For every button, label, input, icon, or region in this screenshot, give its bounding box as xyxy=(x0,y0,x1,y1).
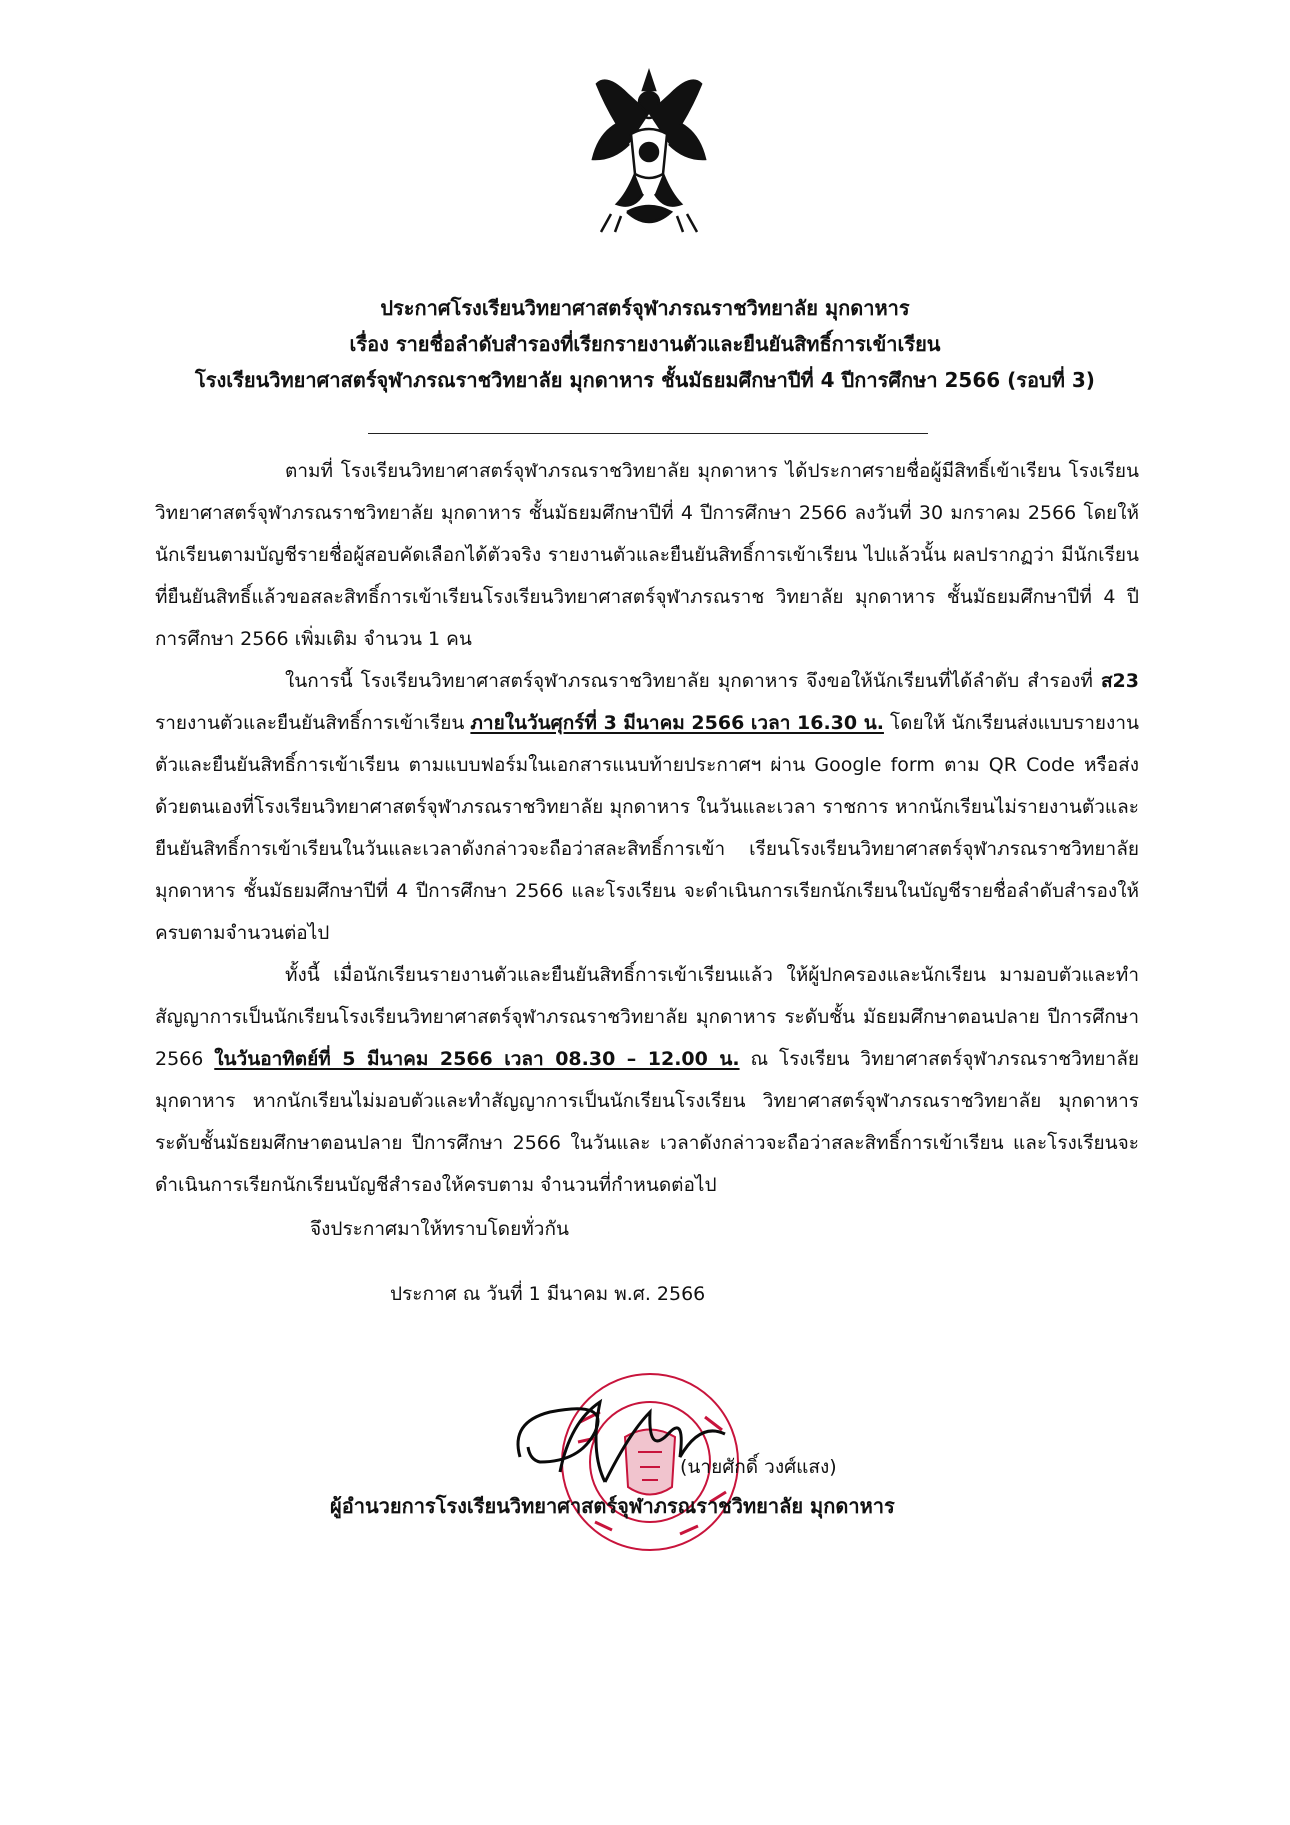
heading-line-2: เรื่อง รายชื่อลำดับสำรองที่เรียกรายงานตัวและยืนยันสิทธิ์การเข้าเรียน xyxy=(349,332,941,356)
paragraph-2-part-2: รายงานตัวและยืนยันสิทธิ์การเข้าเรียน xyxy=(155,712,471,734)
reserve-rank: ส23 xyxy=(1100,670,1139,692)
paragraph-3-part-1: ทั้งนี้ เมื่อนักเรียนรายงานตัวและยืนยันสิทธิ์การเข้าเรียนแล้ว ให้ผู้ปกครองและนักเรียน มามอบตัวและทำสัญญาการเป็นนักเรียนโรงเรียนวิทยาศาสตร์จุฬาภรณราชวิทยาลัย มุกดาหาร ระดับชั้น มัธยมศึกษาตอนปลาย ปีการศึกษา 2566 xyxy=(155,964,1139,1070)
report-deadline: ภายในวันศุกร์ที่ 3 มีนาคม 2566 เวลา 16.30 น. xyxy=(470,712,884,734)
announcement-date: ประกาศ ณ วันที่ 1 มีนาคม พ.ศ. 2566 xyxy=(390,1283,706,1305)
heading-line-1: ประกาศโรงเรียนวิทยาศาสตร์จุฬาภรณราชวิทยาลัย มุกดาหาร xyxy=(380,296,910,320)
garuda-emblem-icon xyxy=(587,64,711,234)
paragraph-2-part-1: ในการนี้ โรงเรียนวิทยาศาสตร์จุฬาภรณราชวิทยาลัย มุกดาหาร จึงขอให้นักเรียนที่ได้ลำดับ สำรองที่ xyxy=(285,670,1101,692)
announcement-body xyxy=(155,450,1139,1206)
closing-line: จึงประกาศมาให้ทราบโดยทั่วกัน xyxy=(310,1218,569,1240)
signer-name: (นายศักดิ์ วงศ์แสง) xyxy=(680,1456,837,1478)
paragraph-1: ตามที่ โรงเรียนวิทยาศาสตร์จุฬาภรณราชวิทยาลัย มุกดาหาร ได้ประกาศรายชื่อผู้มีสิทธิ์เข้าเรียน โรงเรียนวิทยาศาสตร์จุฬาภรณราชวิทยาลัย มุกดาหาร ชั้นมัธยมศึกษาปีที่ 4 ปีการศึกษา 2566 ลงวันที่ 30 มกราคม 2566 โดยให้นักเรียนตามบัญชีรายชื่อผู้สอบคัดเลือกได้ตัวจริง รายงานตัวและยืนยันสิทธิ์การเข้าเรียน ไปแล้วนั้น ผลปรากฏว่า มีนักเรียนที่ยืนยันสิทธิ์แล้วขอสละสิทธิ์การเข้าเรียนโรงเรียนวิทยาศาสตร์จุฬาภรณราช วิทยาลัย มุกดาหาร ชั้นมัธยมศึกษาปีที่ 4 ปีการศึกษา 2566 เพิ่มเติม จำนวน 1 คน xyxy=(155,460,1139,650)
enrollment-date: ในวันอาทิตย์ที่ 5 มีนาคม 2566 เวลา 08.30 – 12.00 น. xyxy=(214,1048,740,1070)
heading-line-3: โรงเรียนวิทยาศาสตร์จุฬาภรณราชวิทยาลัย มุกดาหาร ชั้นมัธยมศึกษาปีที่ 4 ปีการศึกษา 2566 (รอบที่ 3) xyxy=(195,368,1095,392)
announcement-heading xyxy=(0,290,1290,398)
heading-divider xyxy=(368,433,928,434)
paragraph-2 xyxy=(155,660,1139,954)
signer-title: ผู้อำนวยการโรงเรียนวิทยาศาสตร์จุฬาภรณราชวิทยาลัย มุกดาหาร xyxy=(330,1494,895,1518)
paragraph-2-part-3: โดยให้ นักเรียนส่งแบบรายงานตัวและยืนยันสิทธิ์การเข้าเรียน ตามแบบฟอร์มในเอกสารแนบท้ายประกาศฯ ผ่าน Google form ตาม QR Code หรือส่งด้วยตนเองที่โรงเรียนวิทยาศาสตร์จุฬาภรณราชวิทยาลัย มุกดาหาร ในวันและเวลา ราชการ หากนักเรียนไม่รายงานตัวและยืนยันสิทธิ์การเข้าเรียนในวันและเวลาดังกล่าวจะถือว่าสละสิทธิ์การเข้า เรียนโรงเรียนวิทยาศาสตร์จุฬาภรณราชวิทยาลัย มุกดาหาร ชั้นมัธยมศึกษาปีที่ 4 ปีการศึกษา 2566 และโรงเรียน จะดำเนินการเรียกนักเรียนในบัญชีรายชื่อลำดับสำรองให้ครบตามจำนวนต่อไป xyxy=(155,712,1139,944)
paragraph-3 xyxy=(155,954,1139,1206)
paragraph-3-part-2: ณ โรงเรียน วิทยาศาสตร์จุฬาภรณราชวิทยาลัย มุกดาหาร หากนักเรียนไม่มอบตัวและทำสัญญาการเป็นนักเรียนโรงเรียน วิทยาศาสตร์จุฬาภรณราชวิทยาลัย มุกดาหาร ระดับชั้นมัธยมศึกษาตอนปลาย ปีการศึกษา 2566 ในวันและ เวลาดังกล่าวจะถือว่าสละสิทธิ์การเข้าเรียน และโรงเรียนจะดำเนินการเรียกนักเรียนบัญชีสำรองให้ครบตาม จำนวนที่กำหนดต่อไป xyxy=(155,1048,1139,1196)
